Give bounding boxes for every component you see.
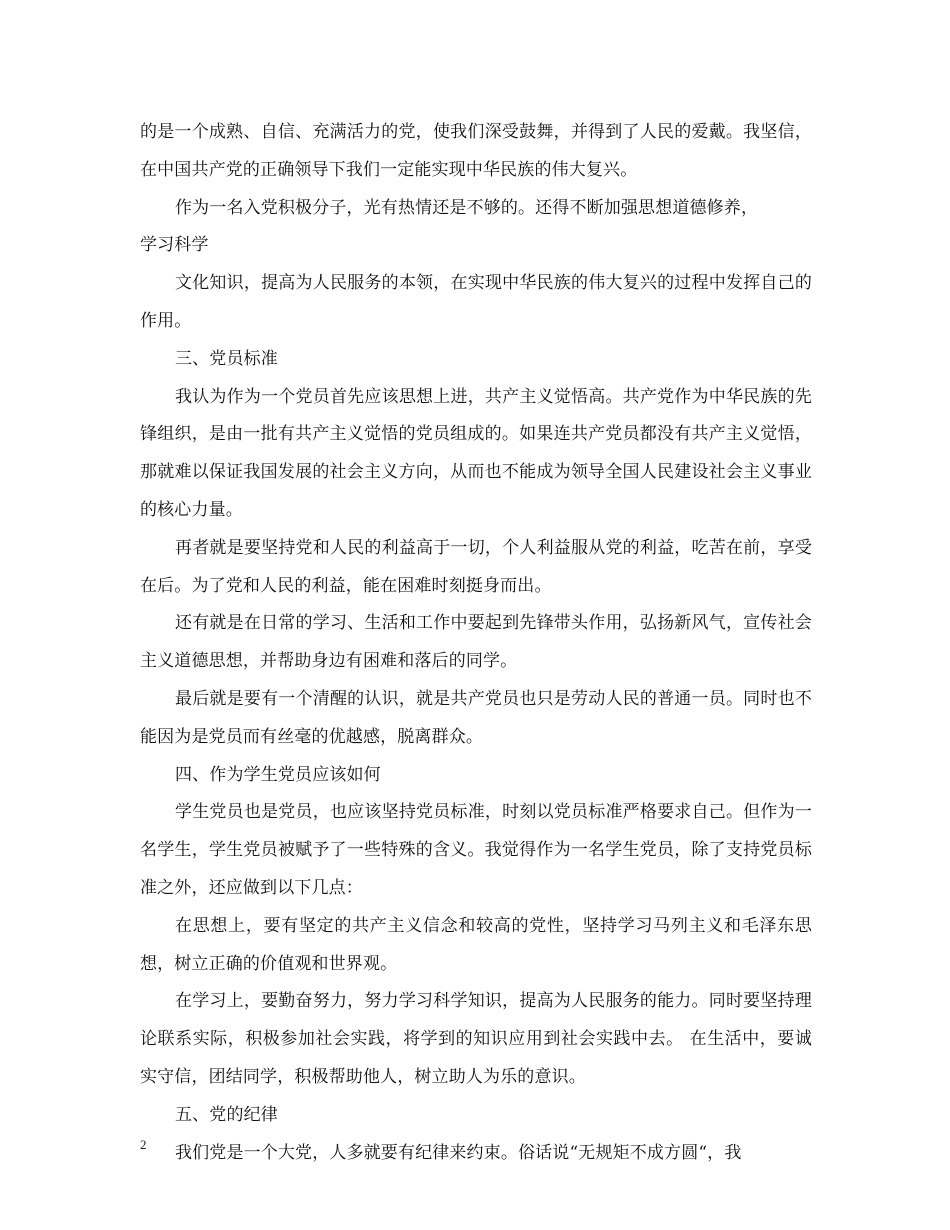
paragraph-7: 再者就是要坚持党和人民的利益高于一切，个人利益服从党的利益，吃苦在前，享受在后。为了党和人民的利益，能在困难时刻挺身而出。 [140, 537, 812, 596]
paragraph-3: 学习科学 [140, 235, 209, 256]
paragraph-11: 学生党员也是党员，也应该坚持党员标准，时刻以党员标准严格要求自己。但作为一名学生，学生党员被赋予了一些特殊的含义。我觉得作为一名学生党员，除了支持党员标准之外，还应做到以下几点： [140, 802, 812, 898]
paragraph-1: 的是一个成熟、自信、充满活力的党，使我们深受鼓舞，并得到了人民的爱戴。我坚信，在中国共产党的正确领导下我们一定能实现中华民族的伟大复兴。 [140, 122, 812, 180]
document-body [140, 114, 812, 1172]
paragraph-13: 在学习上，要勤奋努力，努力学习科学知识，提高为人民服务的能力。同时要坚持理论联系实际，积极参加社会实践，将学到的知识应用到社会实践中去。 在生活中，要诚实守信，团结同学，积极帮助他人，树立助人为乐的意识。 [140, 991, 812, 1087]
paragraph-6: 我认为作为一个党员首先应该思想上进，共产主义觉悟高。共产党作为中华民族的先锋组织，是由一批有共产主义觉悟的党员组成的。如果连共产党员都没有共产主义觉悟，那就难以保证我国发展的社会主义方向，从而也不能成为领导全国人民建设社会主义事业的核心力量。 [140, 386, 812, 520]
paragraph-8: 还有就是在日常的学习、生活和工作中要起到先锋带头作用，弘扬新风气，宣传社会主义道德思想，并帮助身边有困难和落后的同学。 [140, 613, 812, 672]
page-number: 2 [140, 1137, 147, 1152]
paragraph-2: 作为一名入党积极分子，光有热情还是不够的。还得不断加强思想道德修养， [175, 197, 759, 218]
section-heading-party-discipline: 五、党的纪律 [175, 1104, 278, 1125]
section-heading-party-member-standard: 三、党员标准 [175, 348, 278, 369]
paragraph-12: 在思想上，要有坚定的共产主义信念和较高的党性，坚持学习马列主义和毛泽东思想，树立正确的价值观和世界观。 [140, 915, 812, 974]
section-heading-student-member: 四、作为学生党员应该如何 [175, 764, 381, 785]
paragraph-4: 文化知识，提高为人民服务的本领，在实现中华民族的伟大复兴的过程中发挥自己的作用。 [140, 273, 812, 331]
paragraph-9: 最后就是要有一个清醒的认识，就是共产党员也只是劳动人民的普通一员。同时也不能因为是党员而有丝毫的优越感，脱离群众。 [140, 688, 812, 747]
paragraph-15: 我们党是一个大党，人多就要有纪律来约束。俗话说“无规矩不成方圆“，我 [175, 1142, 742, 1163]
